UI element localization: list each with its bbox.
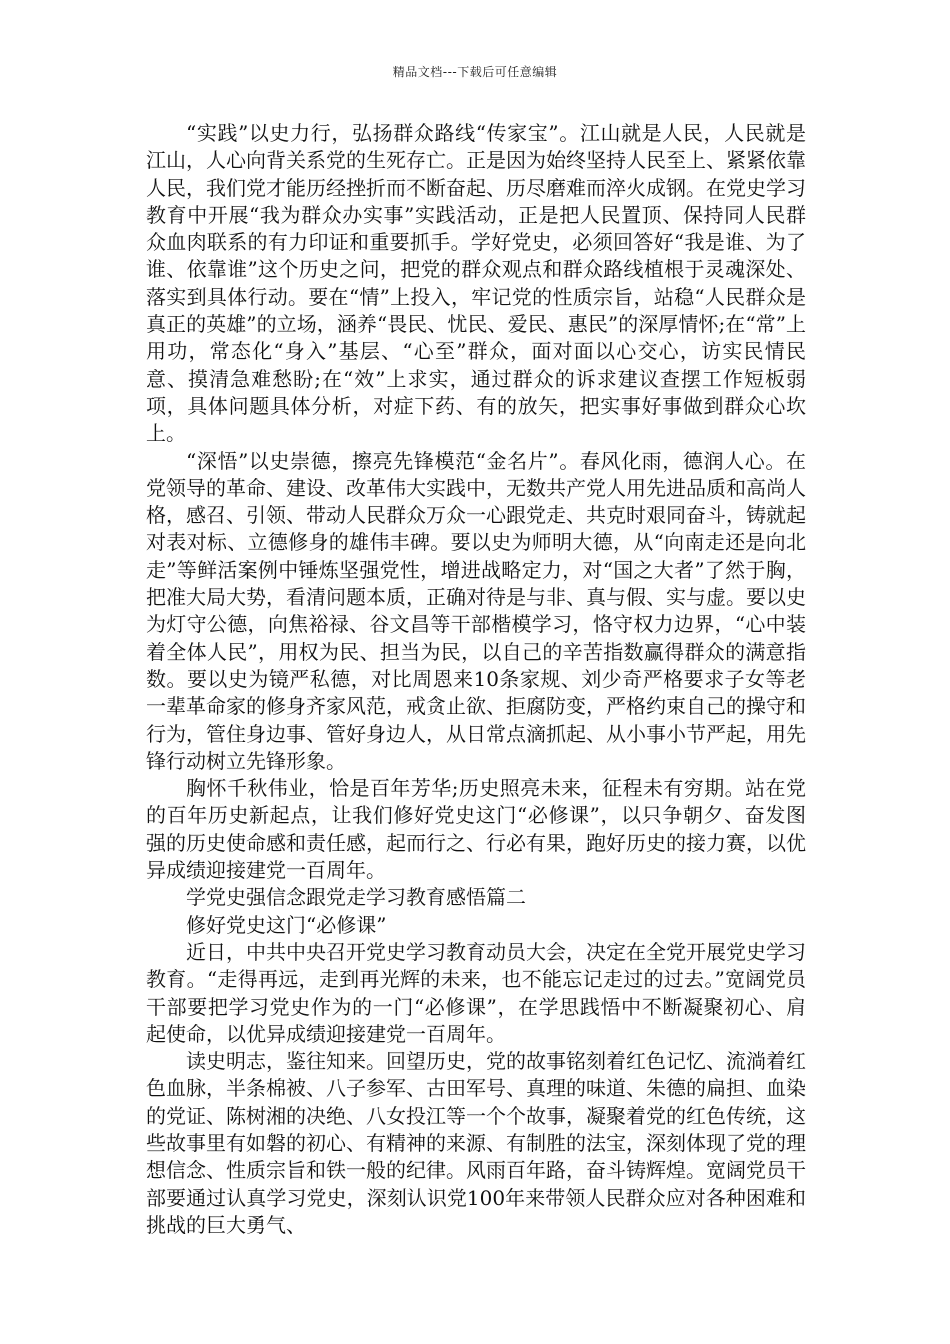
document-body (146, 120, 806, 1239)
paragraph-intro: 近日，中共中央召开党史学习教育动员大会，决定在全党开展党史学习教育。“走得再远，走到再光辉的未来，也不能忘记走过的过去。”宽阔党员干部要把学习党史作为的一门“必修课”，在学思践悟中不断凝聚初心、肩起使命，以优异成绩迎接建党一百周年。 (146, 939, 806, 1046)
page-header: 精品文档---下载后可任意编辑 (392, 65, 558, 79)
section-heading: 学党史强信念跟党走学习教育感悟篇二 (186, 885, 526, 910)
paragraph-conclusion: 胸怀千秋伟业，恰是百年芳华;历史照亮未来，征程未有穷期。站在党的百年历史新起点，让我们修好党史这门“必修课”，以只争朝夕、奋发图强的历史使命感和责任感，起而行之、行必有果，跑好历史的接力赛，以优异成绩迎接建党一百周年。 (146, 776, 806, 883)
paragraph-practice: “实践”以史力行，弘扬群众路线“传家宝”。江山就是人民，人民就是江山，人心向背关系党的生死存亡。正是因为始终坚持人民至上、紧紧依靠人民，我们党才能历经挫折而不断奋起、历尽磨难而淬火成钢。在党史学习教育中开展“我为群众办实事”实践活动，正是把人民置顶、保持同人民群众血肉联系的有力印证和重要抓手。学好党史，必须回答好“我是谁、为了谁、依靠谁”这个历史之问，把党的群众观点和群众路线植根于灵魂深处、落实到具体行动。要在“情”上投入，牢记党的性质宗旨，站稳“人民群众是真正的英雄”的立场，涵养“畏民、忧民、爱民、惠民”的深厚情怀;在“常”上用功，常态化“身入”基层、“心至”群众，面对面以心交心，访实民情民意、摸清急难愁盼;在“效”上求实，通过群众的诉求建议查摆工作短板弱项，具体问题具体分析，对症下药、有的放矢，把实事好事做到群众心坎上。 (146, 121, 806, 446)
paragraph-understand: “深悟”以史崇德，擦亮先锋模范“金名片”。春风化雨，德润人心。在党领导的革命、建设、改革伟大实践中，无数共产党人用先进品质和高尚人格，感召、引领、带动人民群众万众一心跟党走、共克时艰同奋斗，铸就起对表对标、立德修身的雄伟丰碑。要以史为师明大德，从“向南走还是向北走”等鲜活案例中锤炼坚强党性，增进战略定力，对“国之大者”了然于胸，把准大局大势，看清问题本质，正确对待是与非、真与假、实与虚。要以史为灯守公德，向焦裕禄、谷文昌等干部楷模学习，恪守权力边界，“心中装着全体人民”，用权为民、担当为民，以自己的辛苦指数赢得群众的满意指数。要以史为镜严私德，对比周恩来10条家规、刘少奇严格要求子女等老一辈革命家的修身齐家风范，戒贪止欲、拒腐防变，严格约束自己的操守和行为，管住身边事、管好身边人，从日常点滴抓起、从小事小节严起，用先锋行动树立先锋形象。 (146, 448, 806, 773)
paragraph-history: 读史明志，鉴往知来。回望历史，党的故事铭刻着红色记忆、流淌着红色血脉，半条棉被、八子参军、古田军号、真理的味道、朱德的扁担、血染的党证、陈树湘的决绝、八女投江等一个个故事，凝聚着党的红色传统，这些故事里有如磐的初心、有精神的来源、有制胜的法宝，深刻体现了党的理想信念、性质宗旨和铁一般的纪律。风雨百年路，奋斗铸辉煌。宽阔党员干部要通过认真学习党史，深刻认识党100年来带领人民群众应对各种困难和挑战的巨大勇气、 (146, 1049, 806, 1237)
article-title: 修好党史这门“必修课” (186, 912, 387, 937)
